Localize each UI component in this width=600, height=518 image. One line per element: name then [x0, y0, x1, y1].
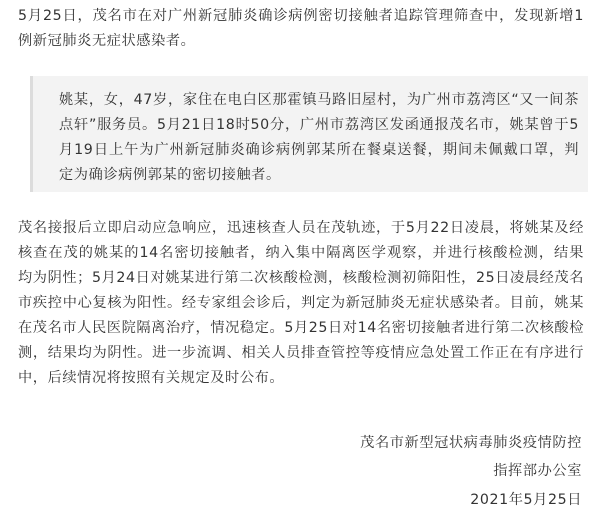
article-body-paragraph: 茂名接报后立即启动应急响应，迅速核查人员在茂轨迹，于5月22日凌晨，将姚某及经核查在茂的姚某的14名密切接触者，纳入集中隔离医学观察，并进行核酸检测，结果均为阴性；5月24日对姚某进行第二次核酸检测，核酸检测初筛阳性，25日凌晨经茂名市疾控中心复核为阳性。经专家组会诊后，判定为新冠肺炎无症状感染者。目前，姚某在茂名市人民医院隔离治疗，情况稳定。5月25日对14名密切接触者进行第二次核酸检测，结果均为阴性。进一步流调、相关人员排查管控等疫情应急处置工作正在有序进行中，后续情况将按照有关规定及时公布。: [18, 220, 584, 386]
blockquote: [30, 76, 588, 192]
signature-date: 2021年5月25日: [470, 492, 582, 508]
signature-organization: 茂名市新型冠状病毒肺炎疫情防控: [360, 435, 582, 451]
signature-office: 指挥部办公室: [493, 463, 582, 479]
blockquote-text: 姚某，女，47岁，家住在电白区那霍镇马路旧屋村，为广州市荔湾区“又一间茶点轩”服务员。5月21日18时50分，广州市荔湾区发函通报茂名市，姚某曾于5月19日上午为广州新冠肺炎确诊病例郭某所在餐桌送餐，期间未佩戴口罩，判定为确诊病例郭某的密切接触者。: [59, 92, 579, 183]
article-intro-paragraph: 5月25日，茂名市在对广州新冠肺炎确诊病例密切接触者追踪管理筛查中，发现新增1例新冠肺炎无症状感染者。: [18, 8, 584, 49]
